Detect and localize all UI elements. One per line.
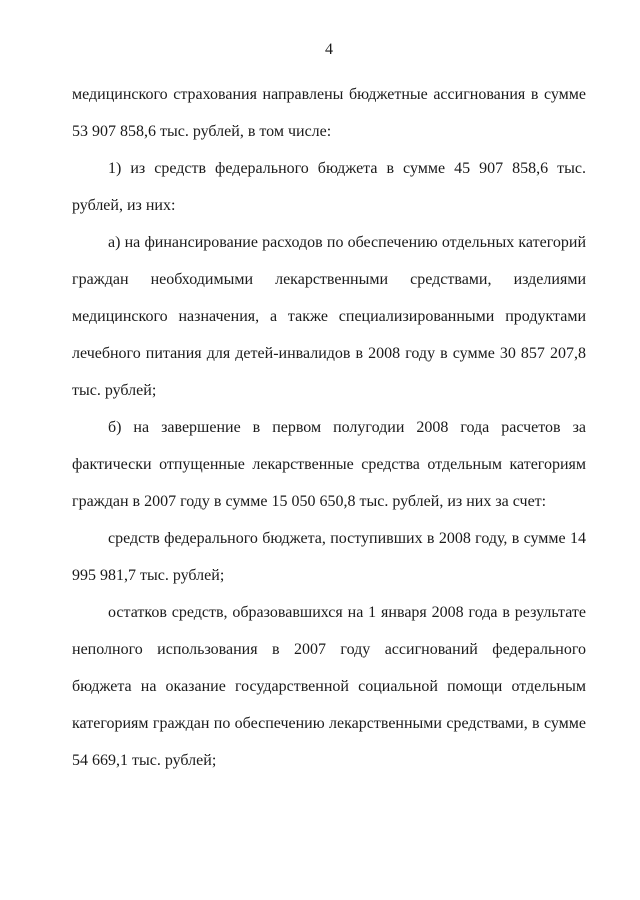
document-body: [72, 76, 586, 779]
paragraph-continuation: медицинского страхования направлены бюджетные ассигнования в сумме 53 907 858,6 тыс. рублей, в том числе:: [72, 86, 586, 140]
paragraph-federal-funds: средств федерального бюджета, поступивших в 2008 году, в сумме 14 995 981,7 тыс. рублей;: [72, 530, 586, 584]
paragraph-item-b: б) на завершение в первом полугодии 2008 года расчетов за фактически отпущенные лекарственные средства отдельным категориям граждан в 2007 году в сумме 15 050 650,8 тыс. рублей, из них за счет:: [72, 419, 586, 510]
paragraph-remaining-funds: остатков средств, образовавшихся на 1 января 2008 года в результате неполного использования в 2007 году ассигнований федерального бюджета на оказание государственной социальной помощи отдельным категориям граждан по обеспечению лекарственными средствами, в сумме 54 669,1 тыс. рублей;: [72, 604, 586, 769]
document-page: [72, 0, 586, 900]
paragraph-item-a: а) на финансирование расходов по обеспечению отдельных категорий граждан необходимыми лекарственными средствами, изделиями медицинского назначения, а также специализированными продуктами лечебного питания для детей-инвалидов в 2008 году в сумме 30 857 207,8 тыс. рублей;: [72, 234, 586, 399]
page-number: 4: [325, 41, 333, 58]
paragraph-item-1: 1) из средств федерального бюджета в сумме 45 907 858,6 тыс. рублей, из них:: [72, 160, 586, 214]
